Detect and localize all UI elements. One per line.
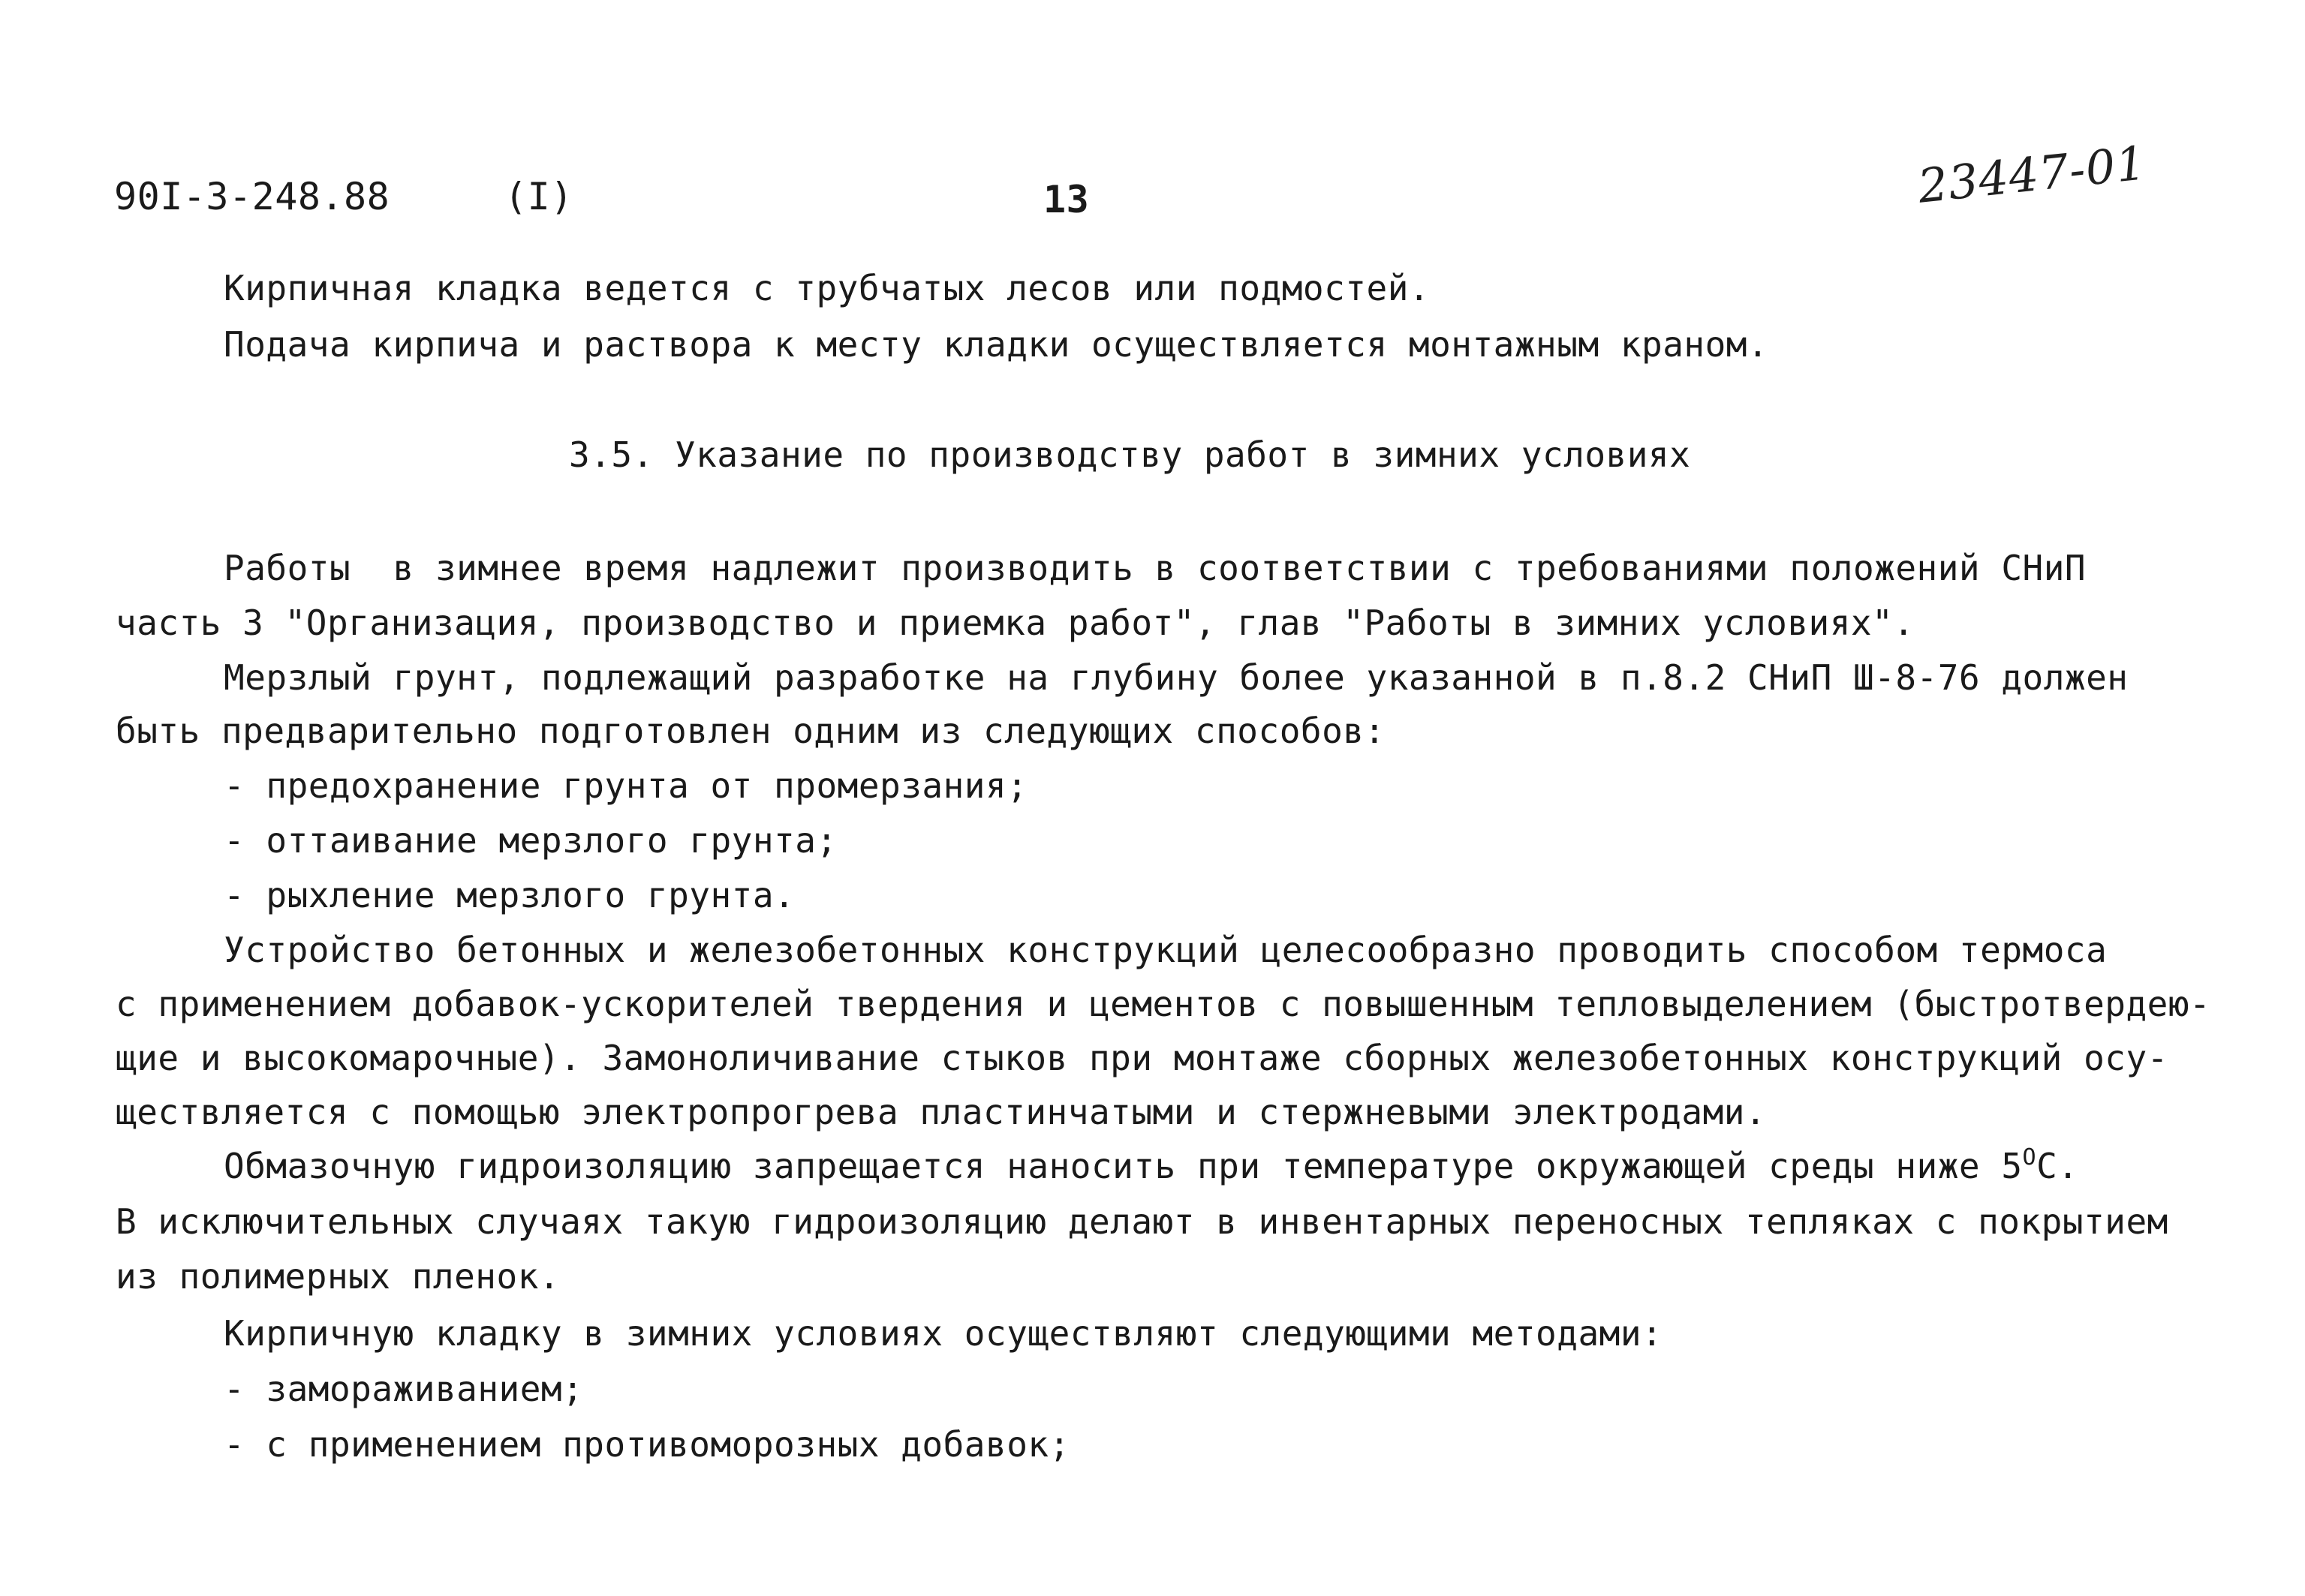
para-line-1: Работы в зимнее время надлежит производить в соответствии с требованиями положений СНиП [224,548,2087,588]
para-line-2: часть 3 "Организация, производство и приемка работ", глав "Работы в зимних условиях". [116,603,1915,643]
para-line-7: щие и высокомарочные). Замоноличивание стыков при монтаже сборных железобетонных конструкций осу- [116,1038,2168,1078]
degree-sup: O [2022,1144,2037,1171]
list-item-3: - рыхление мерзлого грунта. [224,875,796,915]
list-item-1: - предохранение грунта от промерзания; [224,765,1028,806]
page-number: 13 [1043,178,1090,221]
doc-code: 90I-3-248.88 [114,175,390,218]
list-item-2: - оттаивание мерзлого грунта; [224,820,838,861]
intro-line-1: Кирпичная кладка ведется с трубчатых лесов или подмостей. [224,268,1431,308]
list-item-4: - замораживанием; [224,1369,584,1409]
volume-number: (I) [504,175,573,218]
para-line-5: Устройство бетонных и железобетонных конструкций целесообразно проводить способом термоса [224,930,2108,970]
handwritten-number: 23447-01 [1915,135,2150,214]
para-line-4: быть предварительно подготовлен одним из следующих способов: [116,711,1386,751]
temperature-line [224,1145,2078,1187]
temperature-unit: С. [2036,1146,2079,1186]
para-line-9: В исключительных случаях такую гидроизоляцию делают в инвентарных переносных тепляках с покрытием [116,1201,2168,1242]
intro-line-2: Подача кирпича и раствора к месту кладки осуществляется монтажным краном. [224,324,1769,365]
para-line-6: с применением добавок-ускорителей твердения и цементов с повышенным тепловыделением (быстротвердею- [116,984,2211,1024]
list-item-5: - с применением противоморозных добавок; [224,1424,1070,1465]
temperature-text: Обмазочную гидроизоляцию запрещается наносить при температуре окружающей среды ниже 5 [224,1146,2023,1186]
section-title: 3.5. Указание по производству работ в зимних условиях [569,434,1691,475]
para-line-8: ществляется с помощью электропрогрева пластинчатыми и стержневыми электродами. [116,1092,1767,1132]
para-line-3: Мерзлый грунт, подлежащий разработке на глубину более указанной в п.8.2 СНиП Ш-8-76 должен [224,657,2129,698]
para-line-11: Кирпичную кладку в зимних условиях осуществляют следующими методами: [224,1313,1663,1354]
para-line-10: из полимерных пленок. [116,1256,561,1297]
